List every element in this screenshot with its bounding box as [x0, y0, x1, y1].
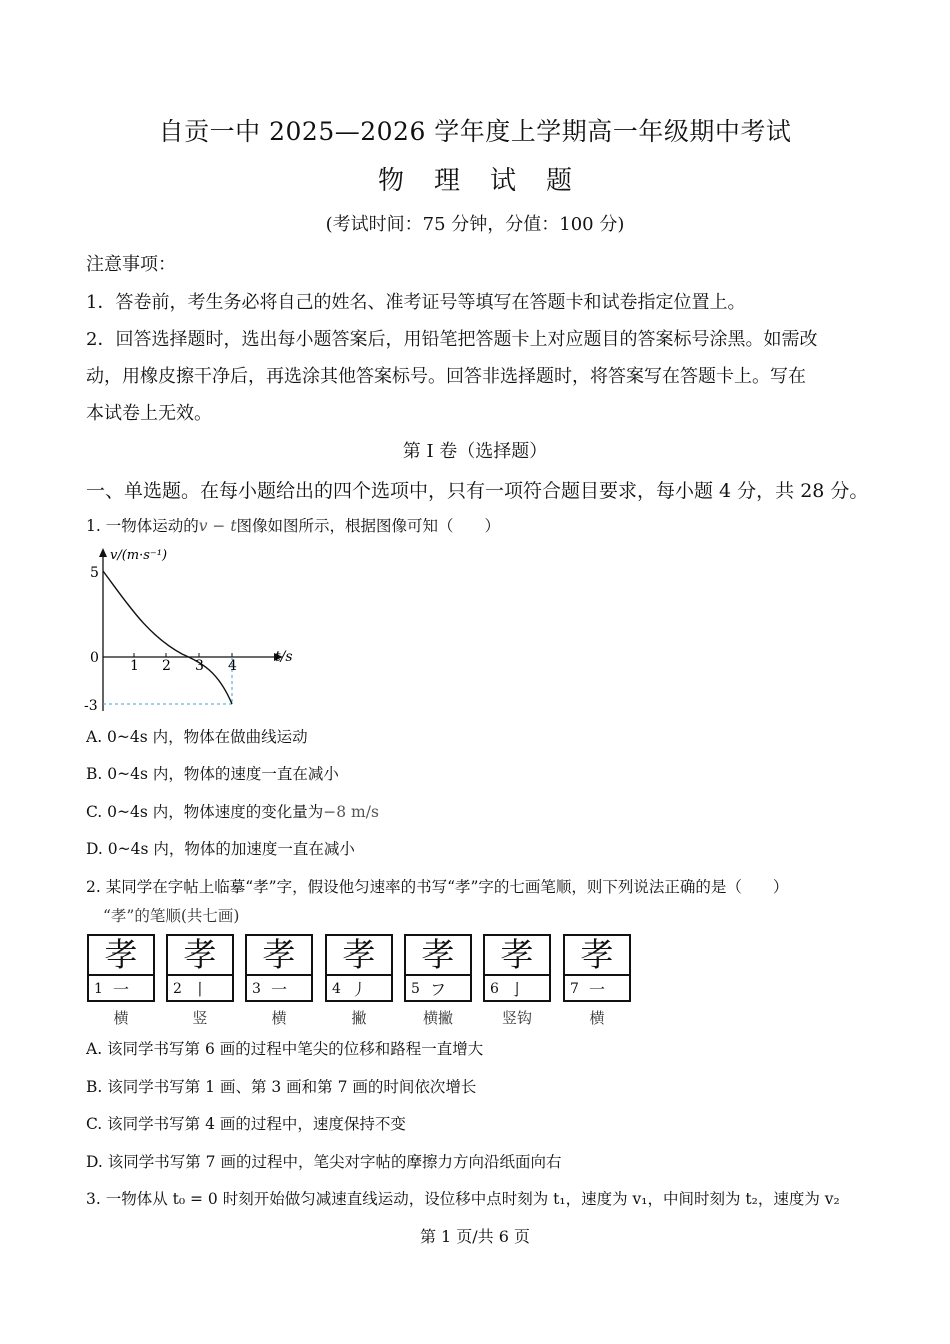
q2-option-b: B. 该同学书写第 1 画、第 3 画和第 7 画的时间依次增长 [86, 1078, 477, 1096]
stroke-number: 2 [173, 981, 182, 997]
notice-item-2-line-3: 本试卷上无效。 [86, 403, 212, 424]
stroke-character: 孝 [421, 935, 455, 974]
q1-option-b: B. 0~4s 内，物体的速度一直在减小 [86, 765, 339, 783]
part-title: 一、单选题。在每小题给出的四个选项中，只有一项符合题目要求，每小题 4 分，共 28 分。 [86, 480, 869, 502]
stroke-name-1: 横 [113, 1009, 129, 1027]
stroke-divider [327, 974, 391, 976]
stroke-divider [406, 974, 470, 976]
stroke-character: 孝 [580, 935, 614, 974]
stroke-glyph: 丨 [192, 980, 209, 999]
stroke-divider [168, 974, 232, 976]
q1-stem-suffix: 图像如图所示，根据图像可知（ ） [236, 517, 501, 535]
stroke-box-7 [563, 934, 631, 1002]
q2-stem: 2. 某同学在字帖上临摹“孝”字，假设他匀速率的书写“孝”字的七画笔顺，则下列说法正确的是（ ） [86, 878, 789, 896]
stroke-divider [247, 974, 311, 976]
exam-info: (考试时间：75 分钟，分值：100 分) [325, 214, 625, 235]
stroke-number: 1 [94, 981, 103, 997]
volume-title: 第 I 卷（选择题） [402, 441, 548, 462]
q2-option-c: C. 该同学书写第 4 画的过程中，速度保持不变 [86, 1115, 406, 1133]
stroke-character: 孝 [183, 935, 217, 974]
notice-item-2-line-1: 2．回答选择题时，选出每小题答案后，用铅笔把答题卡上对应题目的答案标号涂黑。如需改 [86, 329, 818, 350]
stroke-glyph: 亅 [509, 980, 526, 999]
stroke-box-3 [245, 934, 313, 1002]
exam-title: 自贡一中 2025—2026 学年度上学期高一年级期中考试 [158, 117, 792, 146]
subject-title [0, 160, 950, 197]
q1-option-d: D. 0~4s 内，物体的加速度一直在减小 [86, 840, 355, 858]
vt-curve [103, 571, 232, 704]
q1-option-c-text: C. 0~4s 内，物体速度的变化量为 [86, 803, 324, 821]
q2-option-a: A. 该同学书写第 6 画的过程中笔尖的位移和路程一直增大 [86, 1040, 484, 1058]
subject-char-2: 理 [433, 166, 460, 196]
subject-char-4: 题 [546, 166, 573, 196]
stroke-glyph: 一 [271, 980, 288, 999]
q1-stem-prefix: 1. 一物体运动的 [86, 517, 199, 535]
y-axis-label: v/(m·s⁻¹) [110, 548, 168, 563]
stroke-number: 4 [332, 981, 341, 997]
q1-option-a: A. 0~4s 内，物体在做曲线运动 [86, 728, 308, 746]
stroke-name-3: 横 [271, 1009, 287, 1027]
stroke-number: 3 [252, 981, 261, 997]
subject-char-1: 物 [377, 166, 404, 196]
stroke-divider [485, 974, 549, 976]
stroke-name-4: 撇 [351, 1009, 367, 1027]
stroke-divider [565, 974, 629, 976]
stroke-box-1 [87, 934, 155, 1002]
stroke-name-2: 竖 [192, 1009, 208, 1027]
stroke-name-5: 横撇 [422, 1009, 453, 1027]
stroke-character: 孝 [500, 935, 534, 974]
stroke-name-6: 竖钩 [501, 1009, 532, 1027]
stroke-number: 6 [490, 981, 499, 997]
stroke-number: 5 [411, 981, 420, 997]
stroke-character: 孝 [262, 935, 296, 974]
q1-vt-graph [82, 543, 302, 715]
stroke-box-4 [325, 934, 393, 1002]
stroke-glyph: フ [430, 980, 447, 999]
subject-char-3: 试 [490, 166, 517, 196]
q1-stem-symbol: v − t [198, 517, 237, 535]
x-axis-label: t/s [275, 649, 293, 665]
stroke-glyph: 一 [589, 980, 606, 999]
q1-option-c-value: −8 m/s [323, 803, 379, 821]
q3-stem: 3. 一物体从 t₀ = 0 时刻开始做匀减速直线运动，设位移中点时刻为 t₁，速度为 v₁，中间时刻为 t₂，速度为 v₂ [86, 1190, 840, 1208]
y-axis-arrow [99, 548, 107, 557]
q2-option-d: D. 该同学书写第 7 画的过程中，笔尖对字帖的摩擦力方向沿纸面向右 [86, 1153, 562, 1171]
stroke-number: 7 [570, 981, 579, 997]
notice-item-2-line-2: 动，用橡皮擦干净后，再选涂其他答案标号。回答非选择题时，将答案写在答题卡上。写在 [86, 366, 806, 387]
y-tick-label-0: 0 [90, 650, 99, 666]
notice-heading: 注意事项： [86, 254, 176, 275]
notice-item-1: 1．答卷前，考生务必将自己的姓名、准考证号等填写在答题卡和试卷指定位置上。 [86, 292, 746, 313]
q1-stem [86, 514, 500, 536]
x-tick-label-4: 4 [228, 658, 237, 674]
x-tick-label-1: 1 [130, 658, 139, 674]
stroke-box-5 [404, 934, 472, 1002]
stroke-character: 孝 [342, 935, 376, 974]
y-tick-label-5: 5 [90, 565, 99, 581]
y-tick-label-minus3: -3 [84, 698, 98, 714]
q1-option-c [86, 800, 379, 822]
page-footer: 第 1 页/共 6 页 [419, 1227, 531, 1246]
stroke-divider [89, 974, 153, 976]
stroke-character: 孝 [104, 935, 138, 974]
stroke-box-2 [166, 934, 234, 1002]
stroke-glyph: 丿 [351, 980, 368, 999]
stroke-name-7: 横 [589, 1009, 605, 1027]
x-tick-label-2: 2 [162, 658, 171, 674]
q2-figure-title: “孝”的笔顺(共七画) [103, 907, 240, 925]
stroke-box-6 [483, 934, 551, 1002]
stroke-glyph: 一 [113, 980, 130, 999]
x-tick-label-3: 3 [195, 658, 204, 674]
